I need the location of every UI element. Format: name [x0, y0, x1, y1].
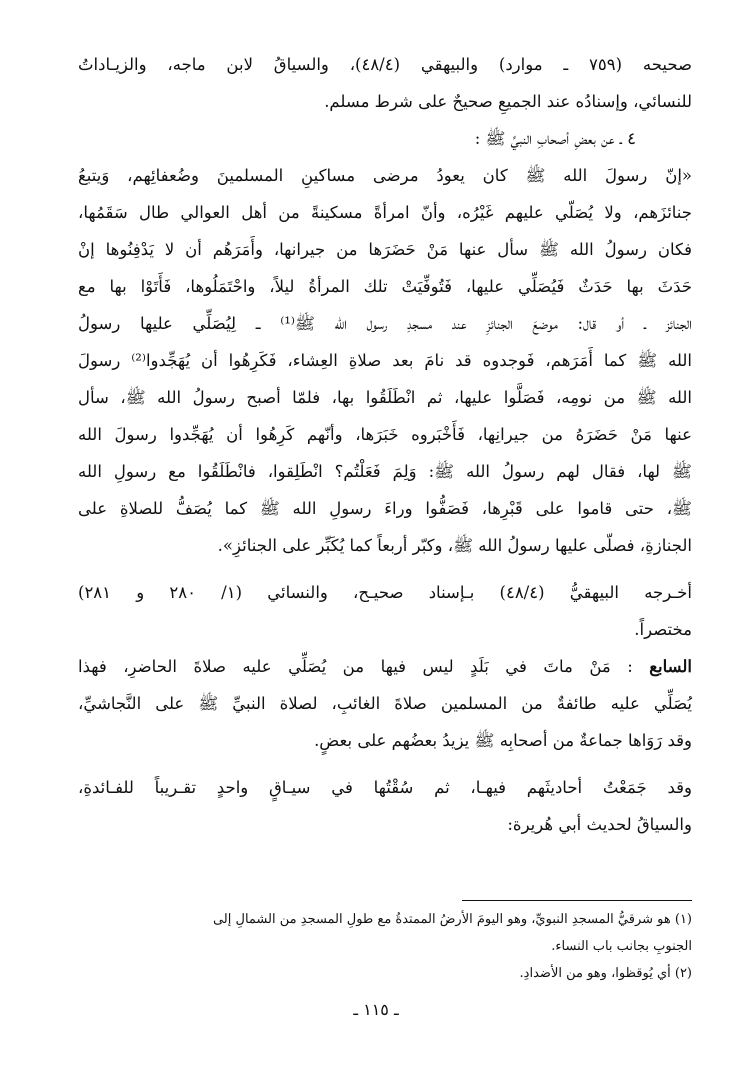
hadith-line: «إنّ رسولَ الله ﷺ كان يعودُ مرضى مساكينِ المسلمينَ وضُعفائِهم، وَيتبعُ	[78, 166, 692, 185]
footnote-2: (٢) أي يُوقظوا، وهو من الأضدادِ.	[519, 966, 692, 981]
footnote-1: (١) هو شرقيُّ المسجدِ النبويِّ، وهو اليومَ الأرضُ الممتدةُ مع طولِ المسجدِ من الشمالِ إلى	[212, 912, 692, 927]
hadith-line: جنائزَهم، ولا يُصَلّي عليهم غَيْرُه، وأنّ امرأةً مسكينةً من أهل العوالي طال سَقَمُها،	[78, 203, 692, 222]
closing-line: والسياقُ لحديث أبي هُريرة:	[507, 815, 692, 834]
hadith-line: ﷺ لها، فقال لهم رسولُ الله ﷺ: وَلِمَ فَعَلْتُم؟ انْطَلِقوا، فانْطَلَقُوا مع رسولِ الله	[78, 462, 692, 481]
paragraph-gap	[78, 564, 692, 574]
section-line: يُصَلِّي عليه طائفةٌ من المسلمين صلاةَ الغائبِ، لصلاة النبيِّ ﷺ على النَّجاشيِّ،	[78, 694, 692, 713]
section-heading: ٤ ـ عن بعضِ أصحابِ النبيِّ ﷺ :	[474, 129, 636, 148]
hadith-line: الله ﷺ كما أَمَرَهم، فَوجدوه قد نامَ بعد صلاةِ العِشاء، فَكَرِهُوا أن يُهَجِّدوا⁽²⁾ رسولَ	[78, 351, 692, 370]
footnote-separator	[462, 900, 692, 901]
main-text	[78, 46, 692, 843]
footnotes	[78, 906, 692, 987]
hadith-line: عنها مَنْ حَضَرَهُ من جيرانِها، فَأَخْبَروه خَبَرَها، وأنّهم كَرِهُوا أن يُهَجِّدوا رسولَ الله	[78, 425, 692, 444]
section-line: وقد رَوَاها جماعةٌ من أصحابِه ﷺ يزيدُ بعضُهم على بعضٍ.	[314, 731, 692, 750]
page-number: ـ ١١٥ ـ	[353, 1000, 399, 1019]
section-label: السابع	[649, 657, 692, 676]
footnote-1-continuation: الجنوبِ بجانب باب النساء.	[551, 939, 692, 954]
paragraph-gap	[78, 759, 692, 769]
hadith-line: ﷺ، حتى قاموا على قَبْرِها، فَصَفُّوا وراءَ رسولِ الله ﷺ كما يُصَفُّ للصلاةِ على	[78, 499, 692, 518]
hadith-line: الجنازةِ، فصلّى عليها رسولُ الله ﷺ، وكبّر أربعاً كما يُكَبِّر على الجنائزِ».	[217, 536, 692, 555]
section-seventh-line	[78, 648, 692, 685]
text-line: صحيحه (٧٥٩ ـ موارد) والبيهقي (٤٨/٤)، والسياقُ لابن ماجه، والزيـاداتُ	[78, 55, 692, 74]
takhrij-line: مختصراً.	[634, 620, 692, 639]
hadith-line: الجنائز ـ أو قال: موضعَ الجنائزِ عند مسجدِ رسول الله ﷺ⁽¹⁾ ـ لِيُصَلِّي عليها رسولُ	[78, 314, 692, 333]
hadith-line: حَدَثَ بها حَدَثٌ فَيُصَلِّي عليها، فَتُوفِّيَتْ تلك المرأةُ ليلاً، واحْتَمَلُوها، فَأَتَوْا بها مع	[78, 277, 692, 296]
takhrij-line: أخـرجه البيهقيُّ (٤٨/٤) بـإسناد صحيـح، والنسائي (١/ ٢٨٠ و ٢٨١)	[78, 583, 692, 602]
text-line: للنسائي، وإسنادُه عند الجميعِ صحيحٌ على شرط مسلم.	[324, 92, 692, 111]
section-first-line-text: : مَنْ ماتَ في بَلَدٍ ليس فيها من يُصَلِّي عليه صلاةَ الحاضرِ، فهذا	[78, 657, 650, 676]
closing-line: وقد جَمَعْتُ أحاديثَهم فيهـا، ثم سُقْتُها في سيـاقٍ واحدٍ تقـريباً للفـائدةِ،	[78, 778, 692, 797]
hadith-line: فكان رسولُ الله ﷺ سأل عنها مَنْ حَضَرَها من جيرانها، وأَمَرَهُم أن لا يَدْفِنُوها إنْ	[78, 240, 692, 259]
hadith-line: الله ﷺ من نومِه، فَصَلَّوا عليها، ثم انْطَلَقُوا بها، فلمّا أصبح رسولُ الله ﷺ، سأل	[78, 388, 692, 407]
